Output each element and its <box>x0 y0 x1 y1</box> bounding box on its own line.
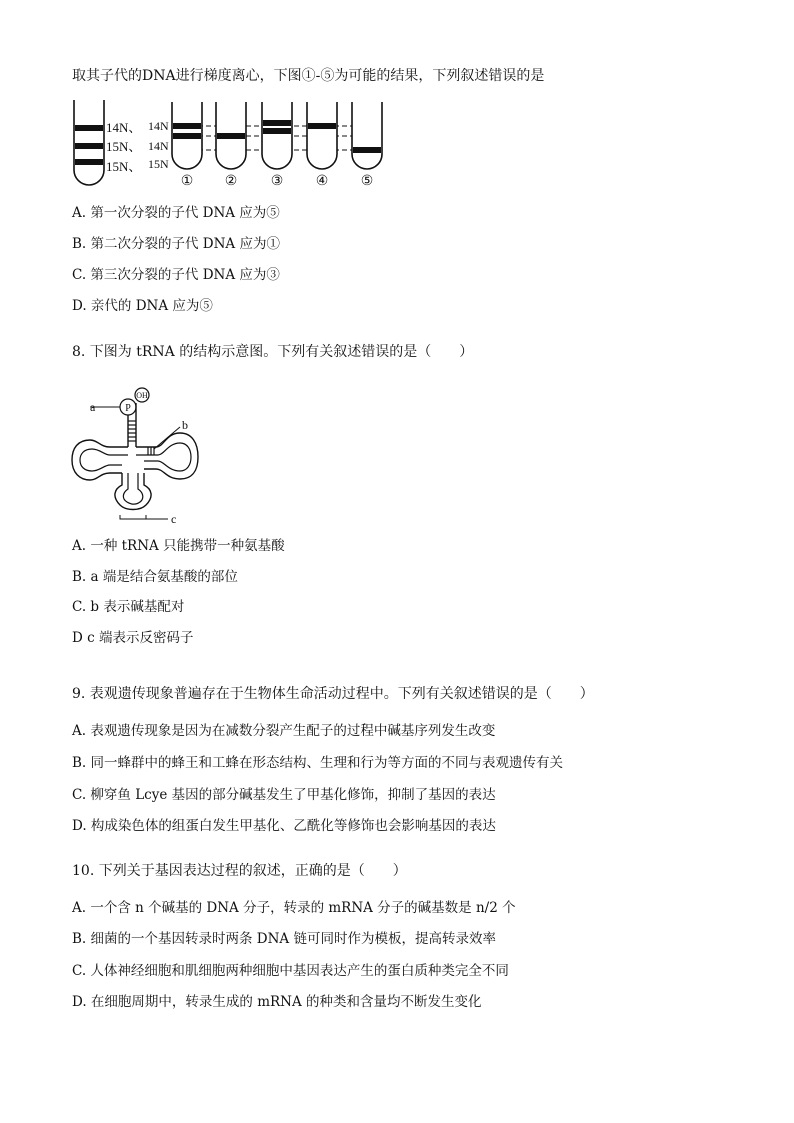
trna-figure <box>70 385 210 525</box>
q10-stem: 10. 下列关于基因表达过程的叙述，正确的是（ ） <box>72 863 407 879</box>
q9-stem: 9. 表观遗传现象普遍存在于生物体生命活动过程中。下列有关叙述错误的是（ ） <box>72 686 594 702</box>
label-b: b <box>182 418 188 432</box>
q9-option-c: C. 柳穿鱼 Lcye 基因的部分碱基发生了甲基化修饰，抑制了基因的表达 <box>72 787 496 803</box>
q9-option-b: B. 同一蜂群中的蜂王和工蜂在形态结构、生理和行为等方面的不同与表观遗传有关 <box>72 755 564 771</box>
q10-option-d: D. 在细胞周期中，转录生成的 mRNA 的种类和含量均不断发生变化 <box>72 994 482 1010</box>
ref-label-3: 15N、 <box>106 159 142 174</box>
label-a: a <box>90 400 96 414</box>
ref-label-1: 14N、 <box>106 120 142 135</box>
tube-number-5: ⑤ <box>360 174 374 189</box>
tube-number-3: ③ <box>270 174 284 189</box>
tube-number-2: ② <box>224 174 238 189</box>
q7-option-a: A. 第一次分裂的子代 DNA 应为⑤ <box>72 205 280 221</box>
tube-2 <box>216 102 246 169</box>
q10-option-a: A. 一个含 n 个碱基的 DNA 分子，转录的 mRNA 分子的碱基数是 n/2 个 <box>72 900 516 916</box>
q10-option-b: B. 细菌的一个基因转录时两条 DNA 链可同时作为模板，提高转录效率 <box>72 931 496 947</box>
tube-label-3: 15N <box>148 157 169 171</box>
label-c: c <box>171 512 177 526</box>
q8-option-c: C. b 表示碱基配对 <box>72 599 185 615</box>
reference-tube <box>74 100 104 185</box>
q9-option-a: A. 表观遗传现象是因为在减数分裂产生配子的过程中碱基序列发生改变 <box>72 723 496 739</box>
tube-3 <box>262 102 292 169</box>
label-oh: OH <box>136 391 148 400</box>
tube-5 <box>352 102 382 169</box>
q8-option-a: A. 一种 tRNA 只能携带一种氨基酸 <box>72 538 285 554</box>
q7-option-c: C. 第三次分裂的子代 DNA 应为③ <box>72 267 280 283</box>
q7-option-b: B. 第二次分裂的子代 DNA 应为① <box>72 236 280 252</box>
label-p: P <box>125 403 131 414</box>
q8-option-b: B. a 端是结合氨基酸的部位 <box>72 569 238 585</box>
tube-label-2: 14N <box>148 139 169 153</box>
tube-1 <box>172 102 202 169</box>
ref-label-2: 15N、 <box>106 139 142 154</box>
tube-number-1: ① <box>180 174 194 189</box>
q10-option-c: C. 人体神经细胞和肌细胞两种细胞中基因表达产生的蛋白质种类完全不同 <box>72 963 509 979</box>
q7-stem: 取其子代的DNA进行梯度离心，下图①-⑤为可能的结果，下列叙述错误的是 <box>72 68 545 84</box>
tube-label-1: 14N <box>148 119 169 133</box>
q7-option-d: D. 亲代的 DNA 应为⑤ <box>72 298 213 314</box>
q9-option-d: D. 构成染色体的组蛋白发生甲基化、乙酰化等修饰也会影响基因的表达 <box>72 818 496 834</box>
centrifuge-figure <box>70 98 390 190</box>
tube-number-4: ④ <box>315 174 329 189</box>
q8-option-d: D c 端表示反密码子 <box>72 630 194 646</box>
tube-4 <box>307 102 337 169</box>
q8-stem: 8. 下图为 tRNA 的结构示意图。下列有关叙述错误的是（ ） <box>72 344 474 360</box>
